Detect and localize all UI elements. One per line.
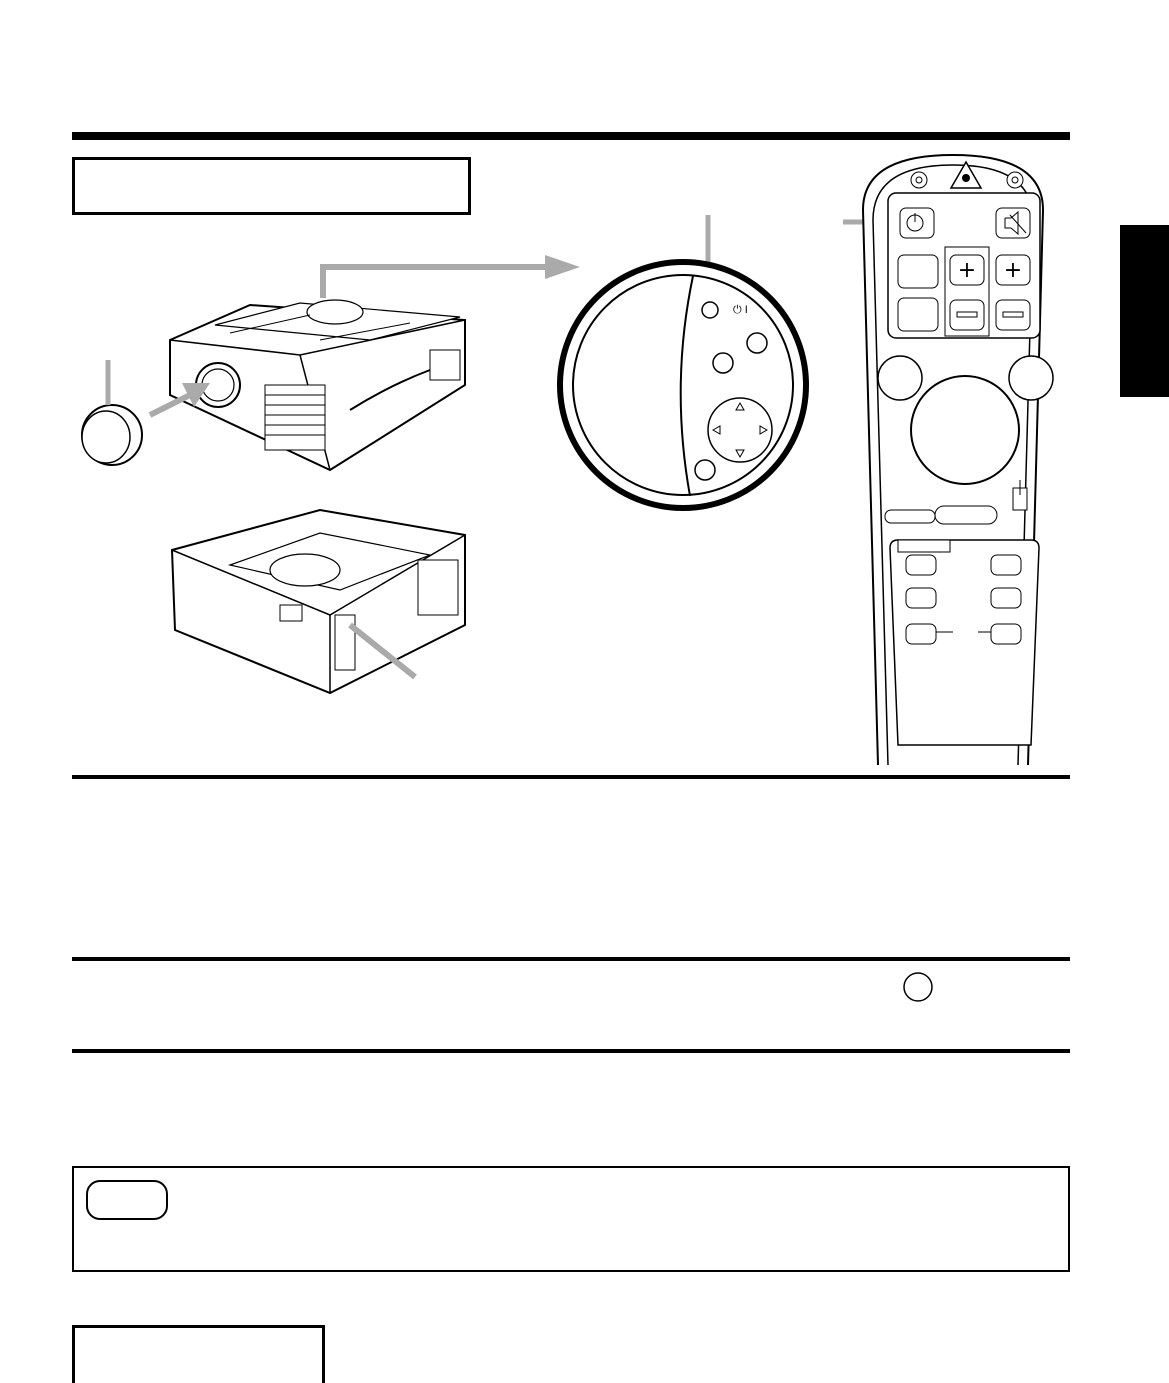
svg-text:+: + — [1003, 258, 1023, 283]
projector-rear-illustration — [170, 505, 470, 695]
circle-marker-icon — [902, 971, 934, 1003]
divider-2 — [72, 957, 1070, 961]
divider-3 — [72, 1049, 1070, 1053]
note-badge — [86, 1180, 168, 1220]
bottom-title-box — [72, 1325, 325, 1383]
svg-text:+: + — [957, 258, 977, 283]
divider-1 — [72, 775, 1070, 779]
note-box — [72, 1166, 1070, 1272]
panel-power-symbol: ⏻ I — [733, 304, 748, 316]
section-title-box — [72, 157, 471, 215]
top-rule — [72, 132, 1070, 140]
side-index-tab — [1120, 225, 1169, 397]
projector-front-illustration — [70, 255, 490, 485]
remote-control-illustration — [843, 150, 1073, 770]
control-panel-closeup — [555, 210, 815, 510]
